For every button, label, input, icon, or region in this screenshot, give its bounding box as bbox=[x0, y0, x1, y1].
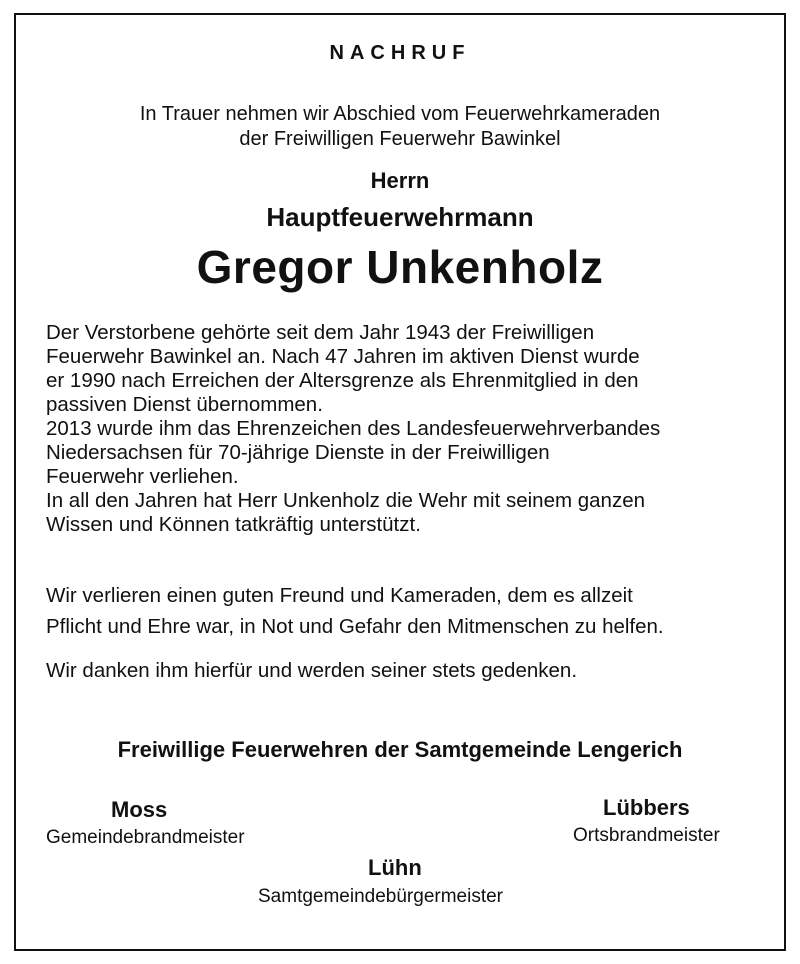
biography-line: Wissen und Können tatkräftig unterstützt. bbox=[46, 513, 421, 536]
deceased-name: Gregor Unkenholz bbox=[196, 241, 604, 293]
tribute-line: Pflicht und Ehre war, in Not und Gefahr den Mitmenschen zu helfen. bbox=[46, 615, 664, 638]
salutation: Herrn bbox=[370, 168, 430, 193]
signatory-luehn-name: Lühn bbox=[368, 855, 422, 880]
tribute-line: Wir verlieren einen guten Freund und Kameraden, dem es allzeit bbox=[46, 584, 633, 607]
biography-line: 2013 wurde ihm das Ehrenzeichen des Landesfeuerwehrverbandes bbox=[46, 417, 661, 440]
intro-line-1: In Trauer nehmen wir Abschied vom Feuerwehrkameraden bbox=[139, 103, 661, 125]
biography-line: er 1990 nach Erreichen der Altersgrenze als Ehrenmitglied in den bbox=[46, 369, 639, 392]
organization-name: Freiwillige Feuerwehren der Samtgemeinde Lengerich bbox=[117, 737, 683, 762]
notice-heading: NACHRUF bbox=[329, 42, 471, 64]
biography-line: In all den Jahren hat Herr Unkenholz die Wehr mit seinem ganzen bbox=[46, 489, 645, 512]
biography-line: passiven Dienst übernommen. bbox=[46, 393, 323, 416]
deceased-rank: Hauptfeuerwehrmann bbox=[266, 202, 534, 232]
biography-line: Feuerwehr verliehen. bbox=[46, 465, 239, 488]
biography-paragraph bbox=[46, 321, 776, 537]
biography-line: Der Verstorbene gehörte seit dem Jahr 1943 der Freiwilligen bbox=[46, 321, 595, 344]
signatory-luebbers-name: Lübbers bbox=[603, 795, 690, 820]
biography-line: Feuerwehr Bawinkel an. Nach 47 Jahren im aktiven Dienst wurde bbox=[46, 345, 640, 368]
biography-line: Niedersachsen für 70-jährige Dienste in der Freiwilligen bbox=[46, 441, 550, 464]
closing-paragraph: Wir danken ihm hierfür und werden seiner stets gedenken. bbox=[46, 659, 578, 682]
tribute-paragraph bbox=[46, 580, 776, 642]
intro-line-2: der Freiwilligen Feuerwehr Bawinkel bbox=[239, 128, 561, 150]
signatory-moss-title: Gemeindebrandmeister bbox=[46, 827, 245, 848]
signatory-luebbers-title: Ortsbrandmeister bbox=[573, 825, 720, 846]
signatory-luehn-title: Samtgemeindebürgermeister bbox=[258, 886, 504, 907]
signatory-moss-name: Moss bbox=[111, 797, 168, 822]
